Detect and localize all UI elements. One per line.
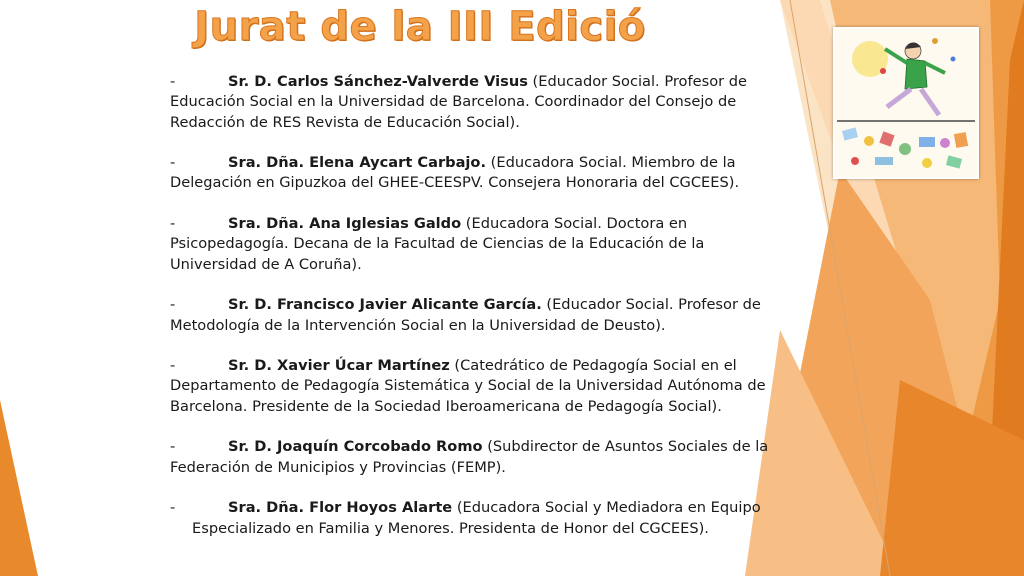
member-name: Sra. Dña. Flor Hoyos Alarte — [228, 499, 453, 517]
member-name: Sr. D. Xavier Úcar Martínez — [228, 357, 450, 375]
member-description: (Educadora Social. Miembro de la Delegación en Gipuzkoa del GHEE-CEESPV. Consejera Honoraria del CGCEES). — [170, 154, 740, 192]
list-dash: - — [170, 215, 176, 233]
member-name: Sr. D. Francisco Javier Alicante García. — [228, 296, 542, 314]
member-description: (Educadora Social. Doctora en Psicopedagogía. Decana de la Facultad de Ciencias de la Educación de la Universidad de A Coruña). — [170, 215, 705, 273]
slide-title: Jurat de la III Edició — [194, 4, 646, 50]
jury-member-7 — [170, 498, 790, 539]
jury-member-3 — [170, 214, 790, 275]
member-description: (Educadora Social y Mediadora en Equipo — [452, 499, 761, 517]
jury-member-1 — [170, 72, 790, 133]
member-description: (Educador Social. Profesor de Metodología de la Intervención Social en la Universidad de Deusto). — [170, 296, 761, 334]
member-description: (Subdirector de Asuntos Sociales de la Federación de Municipios y Provincias (FEMP). — [170, 438, 769, 476]
list-dash: - — [170, 296, 176, 314]
left-orange-triangle — [0, 400, 38, 576]
member-name: Sr. D. Carlos Sánchez-Valverde Visus — [228, 73, 528, 90]
member-name: Sr. D. Joaquín Corcobado Romo — [228, 438, 483, 456]
person-juggling-illustration — [833, 27, 979, 179]
member-name: Sra. Dña. Ana Iglesias Galdo — [228, 215, 462, 233]
list-dash: - — [170, 357, 176, 375]
jury-member-6 — [170, 437, 790, 478]
list-dash: - — [170, 73, 176, 90]
list-dash: - — [170, 499, 176, 517]
member-description-continued: Especializado en Familia y Menores. Presidenta de Honor del CGCEES). — [192, 519, 709, 537]
list-dash: - — [170, 154, 176, 172]
member-description: (Catedrático de Pedagogía Social en el Departamento de Pedagogía Sistemática y Social de la Universidad Autónoma de Barcelona. Presidente de la Sociedad Iberoamericana de Pedagogía Social). — [170, 357, 766, 415]
member-name: Sra. Dña. Elena Aycart Carbajo. — [228, 154, 487, 172]
jury-member-4 — [170, 295, 790, 336]
jury-member-5 — [170, 356, 790, 417]
list-dash: - — [170, 438, 176, 456]
jury-list — [170, 72, 790, 539]
member-description: (Educador Social. Profesor de Educación Social en la Universidad de Barcelona. Coordinador del Consejo de Redacción de RES Revista de Educación Social). — [170, 73, 747, 131]
jury-member-2 — [170, 153, 790, 194]
